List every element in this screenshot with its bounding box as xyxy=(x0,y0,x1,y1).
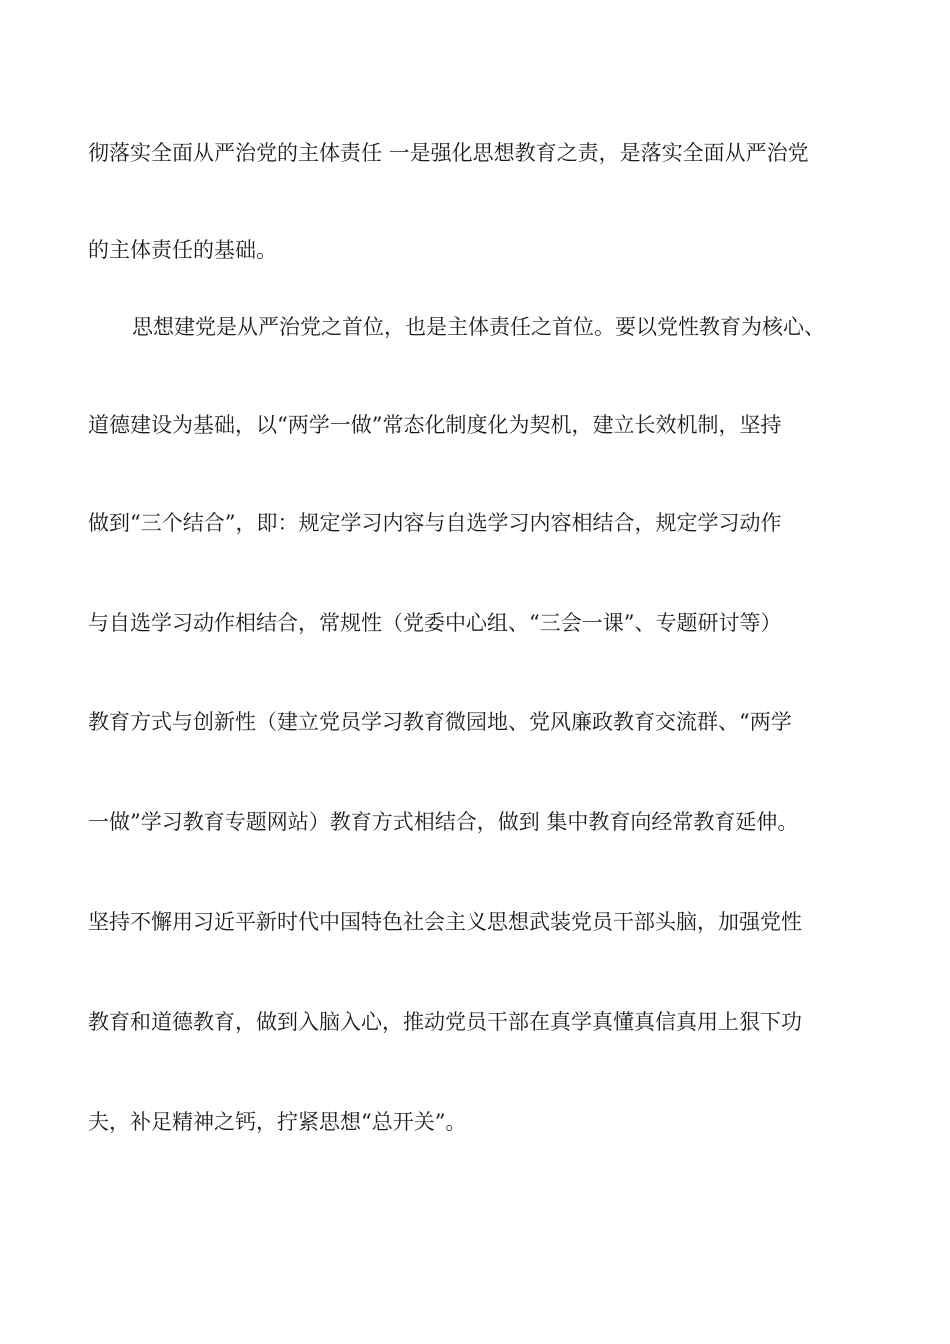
text-line: 教育方式与创新性（建立党员学习教育微园地、党风廉政教育交流群、“两学 xyxy=(88,710,792,734)
text-line: 坚持不懈用习近平新时代中国特色社会主义思想武装党员干部头脑，加强党性 xyxy=(88,910,802,934)
paragraph-first-line: 思想建党是从严治党之首位，也是主体责任之首位。要以党性教育为核心、 xyxy=(132,315,825,339)
text-line: 与自选学习动作相结合，常规性（党委中心组、“三会一课”、专题研讨等） xyxy=(88,611,782,635)
text-line: 道德建设为基础，以“两学一做”常态化制度化为契机，建立长效机制，坚持 xyxy=(88,413,782,437)
text-line: 一做”学习教育专题网站）教育方式相结合，做到 集中教育向经常教育延伸。 xyxy=(88,810,799,834)
text-line: 做到“三个结合”，即：规定学习内容与自选学习内容相结合，规定学习动作 xyxy=(88,511,782,535)
text-line: 夫，补足精神之钙，拧紧思想“总开关”。 xyxy=(88,1110,467,1134)
text-line: 彻落实全面从严治党的主体责任 一是强化思想教育之责，是落实全面从严治党 xyxy=(88,141,809,165)
text-line: 的主体责任的基础。 xyxy=(88,238,277,262)
text-line: 教育和道德教育，做到入脑入心，推动党员干部在真学真懂真信真用上狠下功 xyxy=(88,1010,802,1034)
